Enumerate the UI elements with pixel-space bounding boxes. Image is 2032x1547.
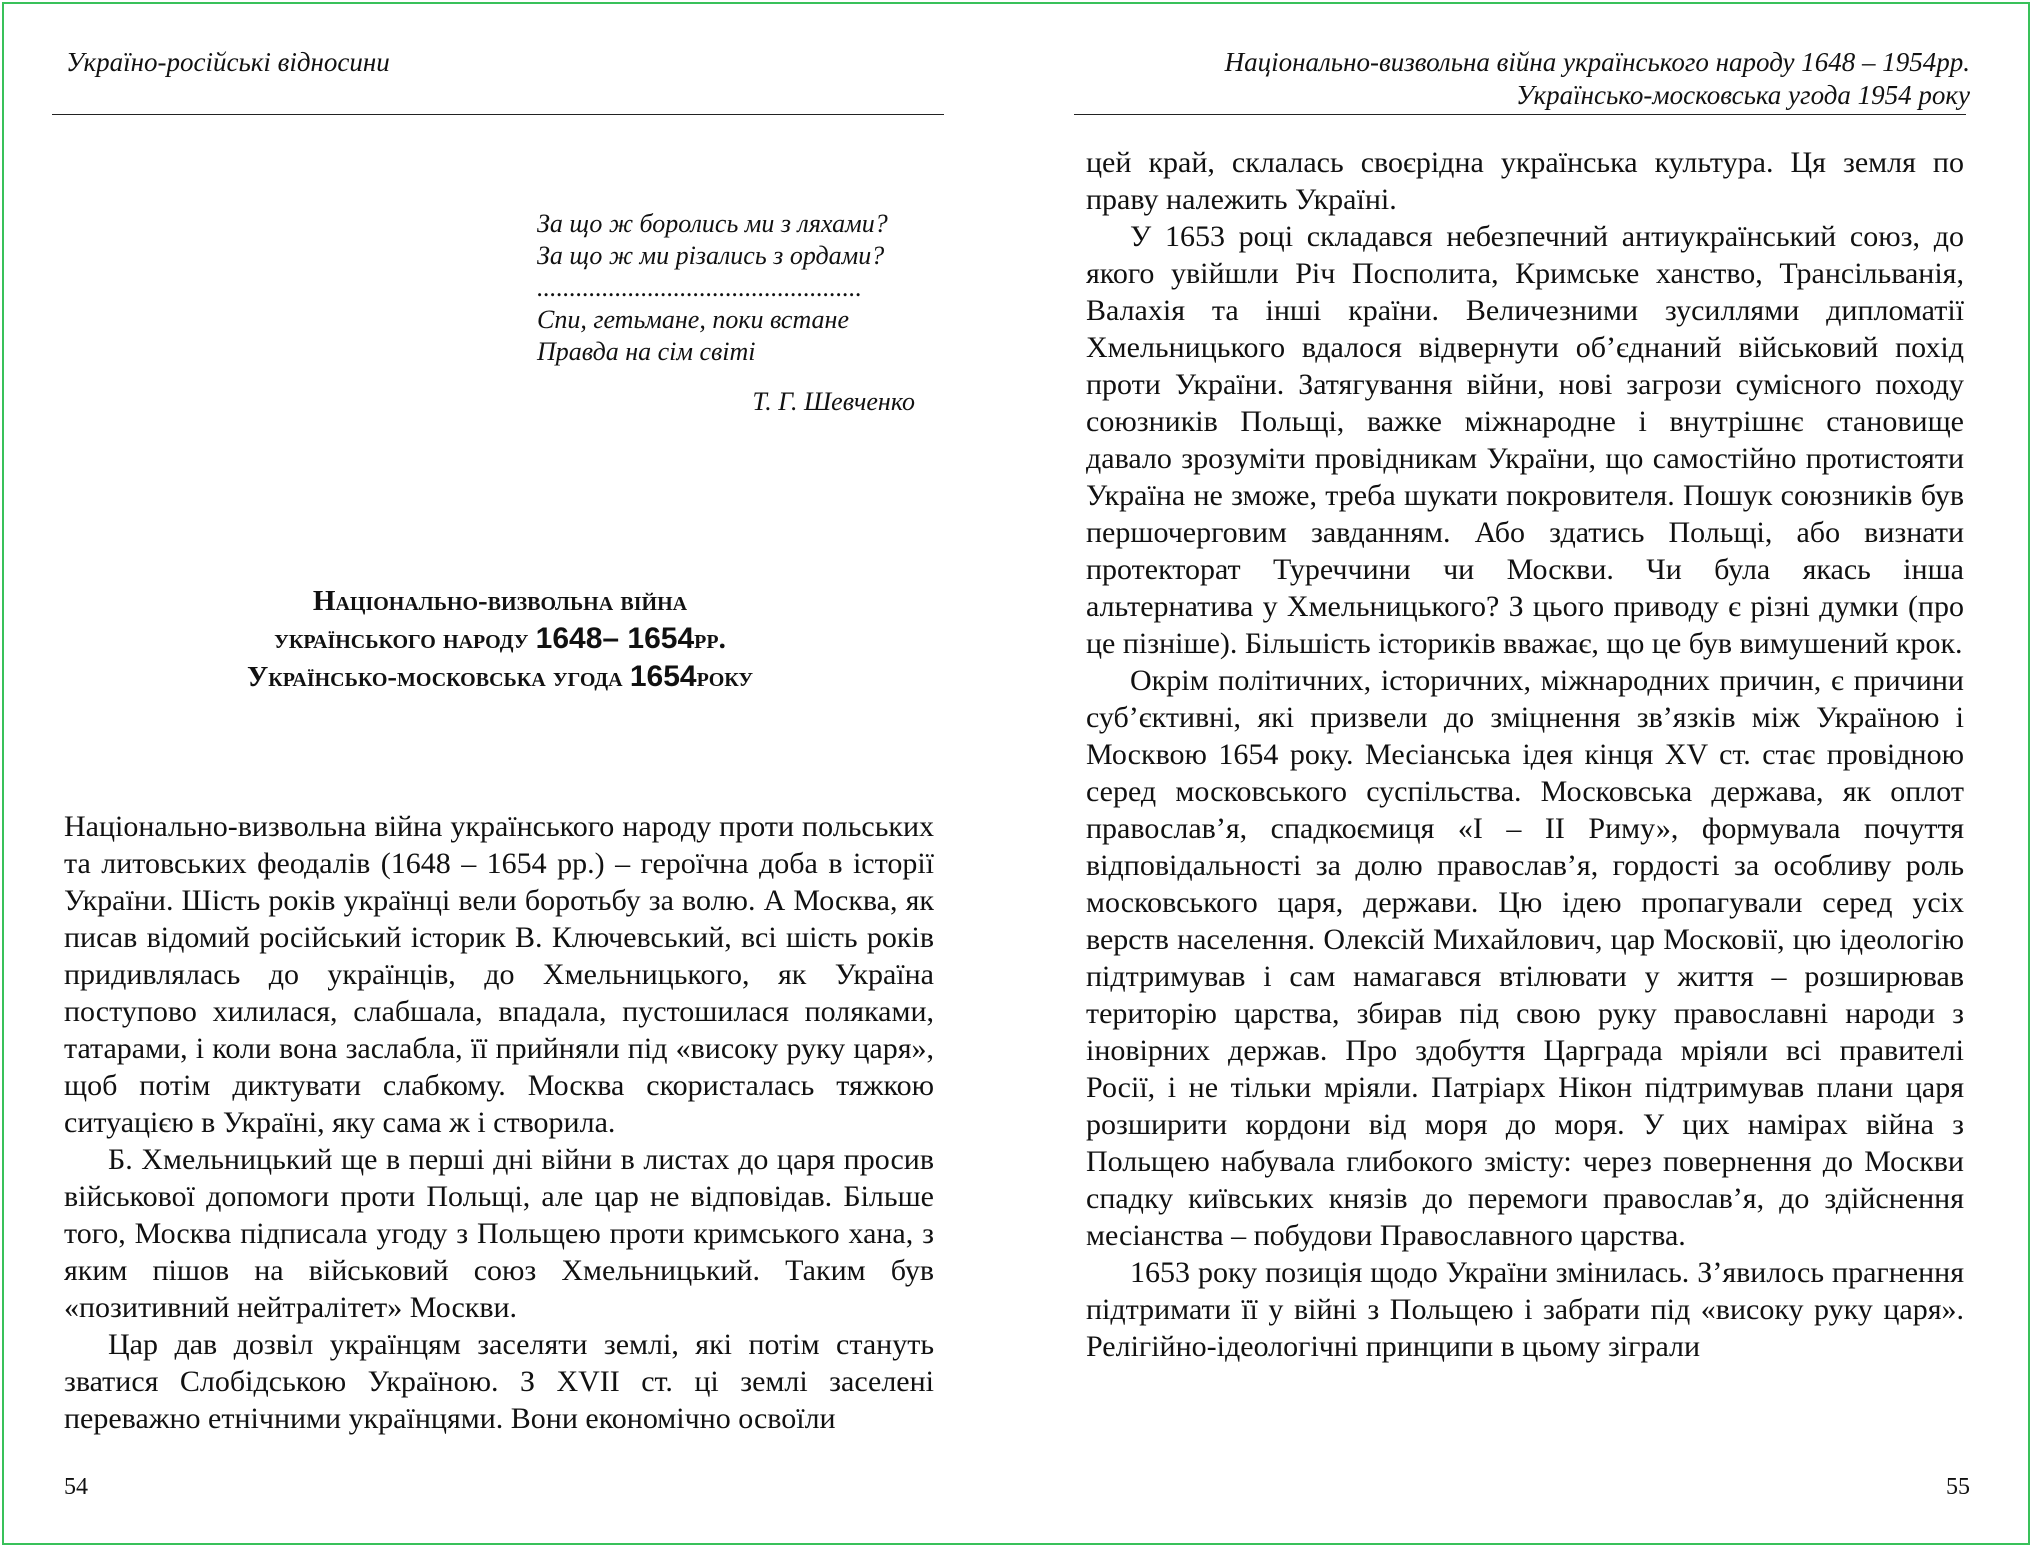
page-number-right: 55 bbox=[1946, 1474, 1970, 1500]
chapter-title bbox=[66, 583, 934, 696]
paragraph: Національно-визвольна війна українського народу проти польських та литовських феодалів (1648 – 1654 рр.) – героїчна доба в історії України. Шість років українці вели боротьбу за волю. А Москва, як писав відомий російський історик В. Ключевський, всі шість років придивлялась до українців, до Хмельницького, як Україна поступово хилилася, слабшала, впадала, пустошилася поляками, татарами, і коли вона заслабла, її прийняли під «високу руку царя», щоб потім диктувати слабкому. Москва скористалась тяжкою ситуацією в Україні, яку сама ж і створила. bbox=[64, 810, 934, 1139]
title-line-3 bbox=[66, 658, 934, 696]
epigraph-ellipsis: .................................................. bbox=[537, 273, 862, 302]
right-page bbox=[1016, 0, 2032, 1547]
epigraph-line: Спи, гетьмане, поки встане bbox=[537, 305, 849, 334]
running-head-line: Національно-визвольна війна українського народу 1648 – 1954рр. bbox=[1224, 47, 1970, 77]
running-head-line: Українсько-московська угода 1954 року bbox=[1516, 80, 1970, 110]
paragraph: цей край, склалась своєрідна українська культура. Ця земля по праву належить Україні. bbox=[1086, 146, 1964, 216]
paragraph: У 1653 році складався небезпечний антиукраїнський союз, до якого увійшли Річ Посполита, Кримське ханство, Трансільванія, Валахія та інші країни. Величезними зусиллями дипломатії Хмельницького вдалося відвернути об’єднаний військовий похід проти України. Затягування війни, нові загрози сумісного походу союзників Польщі, важке міжнародне і внутрішнє становище давало зрозуміти провідникам України, що самостійно протистояти Україна не зможе, треба шукати покровителя. Пошук союзників був першочерговим завданням. Або здатись Польщі, або визнати протекторат Туреччини чи Москви. Чи була якась інша альтернатива у Хмельницького? З цього приводу є різні думки (про це пізніше). Більшість істориків вважає, що це був вимушений крок. bbox=[1086, 220, 1964, 660]
title-text: Національно-визвольна війна bbox=[312, 585, 688, 617]
title-line-1 bbox=[66, 583, 934, 620]
epigraph-line: За що ж ми різались з ордами? bbox=[537, 241, 885, 270]
running-head-right bbox=[1225, 46, 1970, 112]
epigraph-author: Т. Г. Шевченко bbox=[752, 387, 915, 416]
right-body-text bbox=[1086, 144, 1964, 1365]
title-text: Українсько-московська угода bbox=[246, 661, 630, 693]
title-year: 1654 bbox=[629, 660, 697, 693]
header-rule-right bbox=[1074, 114, 1966, 115]
title-text: українського народу bbox=[274, 623, 536, 655]
title-text: року bbox=[696, 661, 754, 693]
running-head-left: Україно-російські відносини bbox=[66, 47, 390, 77]
title-text: рр. bbox=[694, 623, 726, 655]
title-years: 1648– 1654 bbox=[535, 622, 695, 655]
paragraph: Окрім політичних, історичних, міжнародних причин, є причини суб’єктивні, які призвели до зміцнення зв’язків між Україною і Москвою 1654 року. Месіанська ідея кінця XV ст. стає провідною серед московського суспільства. Московська держава, як оплот православ’я, спадкоємиця «I – II Риму», формувала почуття відповідальності за долю православ’я, гордості за особливу роль московського царя, держави. Цю ідею пропагували серед усіх верств населення. Олексій Михайлович, цар Московії, цю ідеологію підтримував і сам намагався втілювати у життя – розширював територію царства, збирав під свою руку православні народи з іновірних держав. Про здобуття Царграда мріяли всі правителі Росії, і не тільки мріяли. Патріарх Нікон підтримував плани царя розширити кордони від моря до моря. У цих намірах війна з Польщею набувала глибокого змісту: через повернення до Москви спадку київських князів до перемоги православ’я, до здійснення месіанства – побудови Православного царства. bbox=[1086, 664, 1964, 1252]
left-body-text bbox=[64, 808, 934, 1437]
epigraph-line: За що ж боролись ми з ляхами? bbox=[537, 209, 888, 238]
title-line-2 bbox=[66, 620, 934, 658]
paragraph: 1653 року позиція щодо України змінилась. З’явилось прагнення підтримати її у війні з Польщею і забрати під «високу руку царя». Релігійно-ідеологічні принципи в цьому зіграли bbox=[1086, 1256, 1964, 1363]
epigraph-line: Правда на сім світі bbox=[537, 337, 756, 366]
header-rule-left bbox=[52, 114, 944, 115]
paragraph: Б. Хмельницький ще в перші дні війни в листах до царя просив військової допомоги проти Польщі, але цар не відповідав. Більше того, Москва підписала угоду з Польщею проти кримського хана, з яким пішов на військовий союз Хмельницький. Таким був «позитивний нейтралітет» Москви. bbox=[64, 1143, 934, 1324]
epigraph bbox=[537, 208, 937, 418]
paragraph: Цар дав дозвіл українцям заселяти землі, які потім стануть зватися Слобідською Україною. З XVII ст. ці землі заселені переважно етнічними українцями. Вони економічно освоїли bbox=[64, 1328, 934, 1435]
page-number-left: 54 bbox=[64, 1474, 88, 1500]
